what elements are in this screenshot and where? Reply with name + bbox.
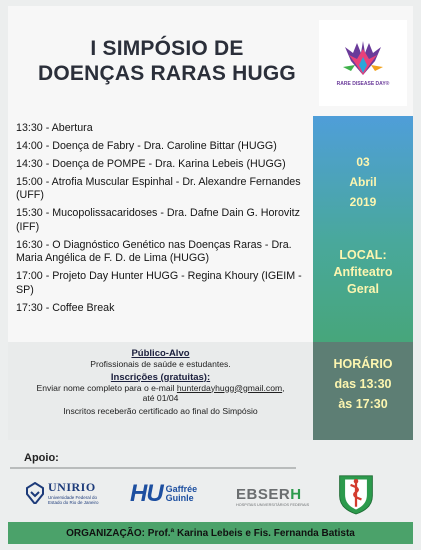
schedule-item: 15:00 - Atrofia Muscular Espinhal - Dr. Alexandre Fernandes (UFF): [16, 176, 301, 202]
location-line-1: Anfiteatro: [333, 265, 393, 279]
date-year: 2019: [349, 195, 377, 209]
unirio-emblem-icon: [26, 482, 44, 504]
registration-text-a: Enviar nome completo para o e-mail: [36, 382, 177, 393]
registration-heading: Inscrições (gratuitas):: [110, 371, 211, 383]
organization-footer: ORGANIZAÇÃO: Prof.ª Karina Lebeis e Fis. Fernanda Batista: [8, 522, 413, 544]
schedule-item: 17:30 - Coffee Break: [16, 301, 115, 314]
hu-mark: HU: [130, 480, 163, 507]
ebserh-sub: HOSPITAIS UNIVERSITÁRIOS FEDERAIS: [236, 503, 310, 507]
hu-line-1: Gaffrée: [165, 483, 198, 494]
target-audience-heading: Público-Alvo: [131, 348, 190, 359]
support-label: Apoio:: [24, 452, 59, 464]
registration-email-link[interactable]: hunterdayhugg@gmail.com: [176, 382, 283, 393]
date-month: Abril: [349, 175, 377, 189]
support-divider: [10, 467, 296, 469]
date-day: 03: [356, 155, 370, 169]
logo-caption: RARE DISEASE DAY®: [336, 81, 390, 87]
registration-text: [8, 383, 313, 394]
hands-logo-icon: [335, 39, 391, 79]
event-location: [313, 247, 413, 298]
location-label: LOCAL:: [339, 248, 387, 262]
caduceus-shield-icon: [336, 472, 376, 516]
registration-deadline: até 01/04: [142, 393, 179, 403]
audience-registration-section: [8, 342, 313, 440]
hu-line-2: Guinle: [165, 493, 194, 503]
ebserh-logo: [236, 486, 309, 507]
registration-text-b: ,: [282, 382, 285, 393]
unirio-name: UNIRIO: [48, 480, 96, 494]
time-end: às 17:30: [338, 397, 388, 411]
time-start: das 13:30: [334, 377, 392, 391]
event-date: [313, 152, 413, 212]
schedule-item: 17:00 - Projeto Day Hunter HUGG - Regina Khoury (IGEIM - SP): [16, 270, 302, 296]
header: [8, 6, 413, 116]
schedule-item: 15:30 - Mucopolissacaridoses - Dra. Dafne Dain G. Horovitz (IFF): [16, 207, 300, 233]
medical-emblem: [336, 472, 376, 516]
certificate-text: Inscritos receberão certificado ao final do Simpósio: [63, 405, 258, 416]
ebserh-name-b: H: [290, 486, 302, 503]
time-label: HORÁRIO: [333, 357, 393, 371]
unirio-sub-1: Universidade Federal do: [48, 495, 98, 500]
sponsor-logos: [0, 472, 421, 522]
schedule-item: 16:30 - O Diagnóstico Genético nas Doenças Raras - Dra. Maria Angélica de F. D. de Lima (HUGG): [16, 238, 292, 265]
schedule-item: 14:00 - Doença de Fabry - Dra. Caroline Bittar (HUGG): [16, 140, 277, 152]
unirio-logo: [26, 480, 99, 505]
schedule-item: 14:30 - Doença de POMPE - Dra. Karina Lebeis (HUGG): [16, 158, 286, 170]
schedule-item: 13:30 - Abertura: [16, 122, 93, 134]
schedule-list: [8, 116, 313, 342]
ebserh-name: [236, 486, 302, 503]
title-line-2: DOENÇAS RARAS HUGG: [38, 62, 296, 85]
title-line-1: I SIMPÓSIO DE: [90, 37, 244, 60]
location-line-2: Geral: [347, 282, 379, 296]
ebserh-name-a: EBSER: [236, 486, 291, 503]
date-location-panel: [313, 116, 413, 342]
hu-gaffree-guinle-logo: [130, 480, 197, 508]
rare-disease-day-logo: [319, 20, 407, 106]
unirio-sub-2: Estado do Rio de Janeiro: [48, 500, 99, 505]
page-title: [22, 36, 312, 86]
target-audience-text: Profissionais de saúde e estudantes.: [90, 359, 231, 369]
schedule-time-panel: [313, 342, 413, 440]
